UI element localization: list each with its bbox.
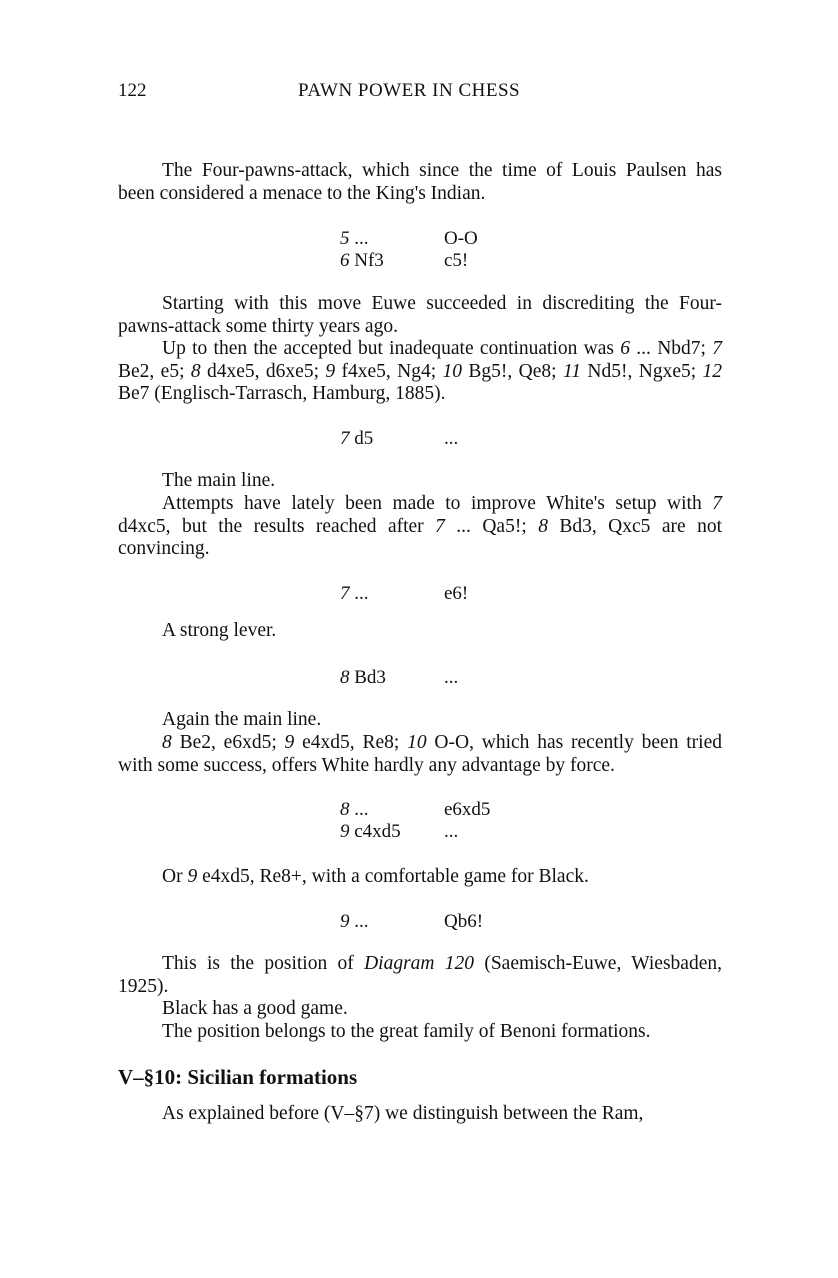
page-header [118,80,722,108]
running-title: PAWN POWER IN CHESS [298,80,521,101]
paragraph-strong-lever: A strong lever. [162,620,277,641]
paragraph-ram: As explained before (V–§7) we distinguish between the Ram, [162,1103,644,1124]
move-6-white: 6 Nf3 [340,250,384,271]
move-7-white: 7 d5 [340,428,374,449]
move-8-black-reply: e6xd5 [444,799,491,820]
move-8-black-reply-white: 8 ... [340,799,369,820]
paragraph-diagram-reference: This is the position of Diagram 120 (Saemisch-Euwe, Wiesbaden, 1925). [118,953,722,997]
move-5-white: 5 ... [340,228,369,249]
move-9-black: ... [444,821,459,842]
move-7-black-reply: e6! [444,583,469,604]
page-number: 122 [118,80,147,101]
paragraph-attempts: Attempts have lately been made to improve White's setup with 7 d4xc5, but the results reached after 7 ... Qa5!; 8 Bd3, Qxc5 are not convincing. [118,493,723,559]
paragraph-good-game: Black has a good game. [162,998,348,1019]
move-8-black: ... [444,667,459,688]
paragraph-or-e4xd5: Or 9 e4xd5, Re8+, with a comfortable game for Black. [162,866,589,887]
move-7-black: ... [444,428,459,449]
move-6-black: c5! [444,250,469,271]
move-9-white: 9 c4xd5 [340,821,401,842]
paragraph-benoni: The position belongs to the great family of Benoni formations. [162,1021,651,1042]
paragraph-again-main-line: Again the main line. [162,709,322,730]
paragraph-accepted-continuation: Up to then the accepted but inadequate continuation was 6 ... Nbd7; 7 Be2, e5; 8 d4xe5, d6xe5; 9 f4xe5, Ng4; 10 Bg5!, Qe8; 11 Nd5!, Ngxe5; 12 Be7 (Englisch-Tarrasch, Hamburg, 1885). [118,338,723,404]
move-9-black-reply: Qb6! [444,911,484,932]
paragraph-main-line: The main line. [162,470,276,491]
move-5-black: O-O [444,228,478,249]
move-9-black-reply-white: 9 ... [340,911,369,932]
move-7-black-reply-white: 7 ... [340,583,369,604]
move-8-white: 8 Bd3 [340,667,386,688]
paragraph-be2-variation: 8 Be2, e6xd5; 9 e4xd5, Re8; 10 O-O, which has recently been tried with some success, offers White hardly any advantage by force. [118,732,722,776]
section-heading: V–§10: Sicilian formations [118,1065,358,1089]
paragraph-four-pawns-attack: The Four-pawns-attack, which since the time of Louis Paulsen has been considered a menace to the King's Indian. [118,160,722,204]
paragraph-euwe: Starting with this move Euwe succeeded in discrediting the Four-pawns-attack some thirty years ago. [118,293,722,337]
